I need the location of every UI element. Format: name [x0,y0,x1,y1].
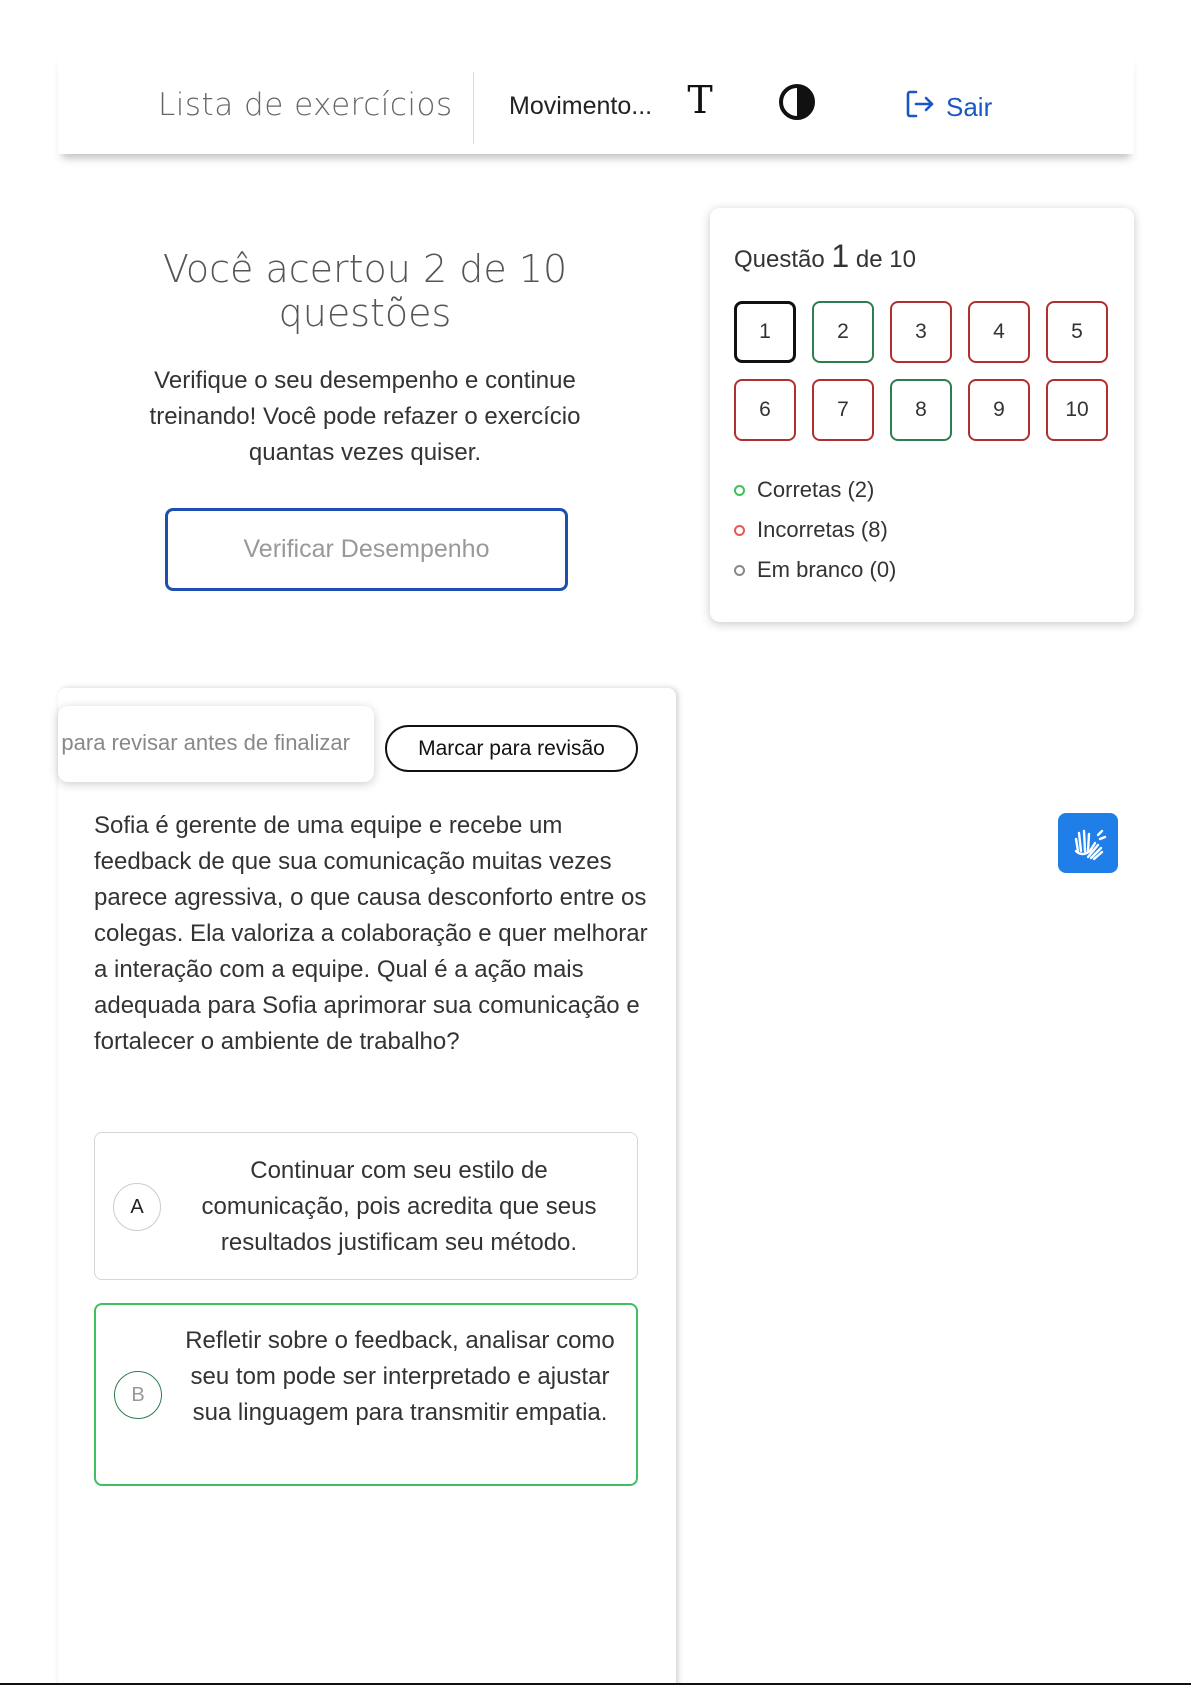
option-text: Continuar com seu estilo de comunicação, pois acredita que seus resultados justificam seu método. [201,1157,597,1256]
question-button[interactable]: 8 [890,379,952,441]
option-text: Refletir sobre o feedback, analisar como seu tom pode ser interpretado e ajustar sua linguagem para transmitir empatia. [185,1327,615,1426]
sign-language-icon [1068,821,1108,866]
question-button[interactable]: 10 [1046,379,1108,441]
result-description: Verifique o seu desempenho e continue treinando! Você pode refazer o exercício quantas vezes quiser. [149,367,581,466]
question-navigator [710,208,1134,622]
legend-label: Corretas (2) [757,477,875,502]
question-counter [734,238,916,275]
logout-icon [904,88,936,127]
question-button[interactable]: 6 [734,379,796,441]
question-button[interactable]: 4 [968,301,1030,363]
question-counter-current: 1 [831,238,850,274]
review-tooltip [58,706,374,782]
page-title: Lista de exercícios [158,87,453,123]
tooltip-text: para revisar antes de finalizar [61,730,350,755]
correct-dot-icon [734,485,745,496]
question-grid [734,301,1112,441]
question-statement: Sofia é gerente de uma equipe e recebe um feedback de que sua comunicação muitas vezes parece agressiva, o que causa desconforto entre os colegas. Ela valoriza a colaboração e quer melhorar a interação com a equipe. Qual é a ação mais adequada para Sofia aprimorar sua comunicação e fortalecer o ambiente de trabalho? [94,812,648,1055]
answer-option-b[interactable] [94,1303,638,1486]
incorrect-dot-icon [734,525,745,536]
mark-for-review-button[interactable]: Marcar para revisão [385,725,638,772]
top-header [58,52,1134,154]
sign-language-button[interactable] [1058,813,1118,873]
text-size-icon[interactable]: T [687,78,713,122]
legend-blank [734,550,896,590]
legend-label: Em branco (0) [757,557,897,582]
course-title[interactable]: Movimento... [509,92,653,120]
blank-dot-icon [734,565,745,576]
status-legend [734,470,896,590]
result-title: Você acertou 2 de 10 questões [162,247,568,335]
question-button[interactable]: 1 [734,301,796,363]
question-button[interactable]: 7 [812,379,874,441]
question-button[interactable]: 5 [1046,301,1108,363]
contrast-icon[interactable] [777,82,817,122]
logout-label: Sair [946,92,993,122]
answer-option-a[interactable] [94,1132,638,1280]
question-button[interactable]: 9 [968,379,1030,441]
legend-correct [734,470,896,510]
question-card [58,688,676,1685]
verify-performance-button[interactable]: Verificar Desempenho [165,508,568,591]
question-counter-prefix: Questão [734,246,825,273]
logout-button[interactable] [904,88,992,127]
question-button[interactable]: 3 [890,301,952,363]
legend-incorrect [734,510,896,550]
option-letter: B [114,1371,162,1419]
option-letter: A [113,1183,161,1231]
question-counter-suffix: de 10 [855,246,916,273]
header-divider [473,72,474,144]
question-button[interactable]: 2 [812,301,874,363]
legend-label: Incorretas (8) [757,517,888,542]
